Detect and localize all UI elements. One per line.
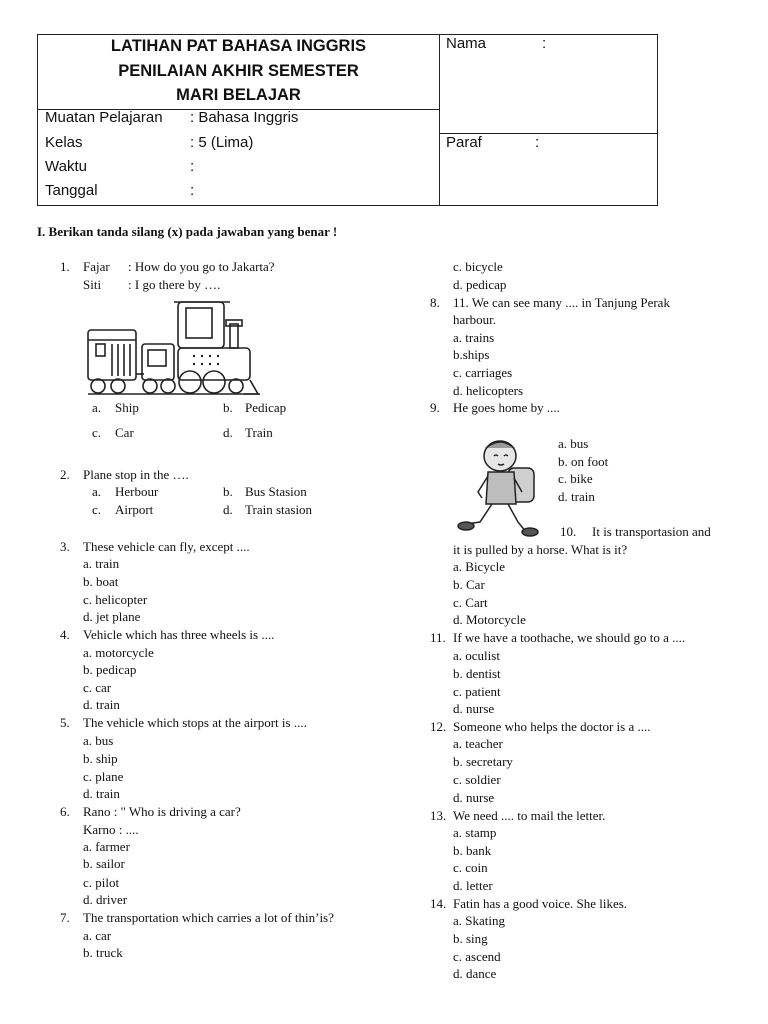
q4-option[interactable]: a. motorcycle bbox=[83, 645, 154, 660]
q12-option[interactable]: c. soldier bbox=[453, 772, 501, 787]
q12-question: Someone who helps the doctor is a .... bbox=[453, 719, 651, 734]
q14-number: 14. bbox=[430, 896, 447, 911]
q4-option[interactable]: b. pedicap bbox=[83, 662, 137, 677]
q11-number: 11. bbox=[430, 630, 446, 645]
q11-option[interactable]: d. nurse bbox=[453, 701, 495, 716]
q13-number: 13. bbox=[430, 808, 447, 823]
q8-question-line-2: harbour. bbox=[453, 312, 496, 327]
q4-number: 4. bbox=[60, 627, 70, 642]
q12-option[interactable]: b. secretary bbox=[453, 754, 513, 769]
q5-number: 5. bbox=[60, 715, 70, 730]
q1-speaker-2: Siti bbox=[83, 277, 102, 292]
q9-number: 9. bbox=[430, 400, 440, 415]
q2-opt-d-text: Train stasion bbox=[245, 502, 313, 517]
title-line-1: LATIHAN PAT BAHASA INGGRIS bbox=[110, 37, 367, 55]
info-value-time: : bbox=[190, 158, 195, 175]
q1-speaker-1: Fajar bbox=[83, 259, 110, 274]
q9-question: He goes home by .... bbox=[453, 400, 560, 415]
q7-option[interactable]: a. car bbox=[83, 928, 112, 943]
nama-label: Nama bbox=[446, 35, 487, 52]
q10-option[interactable]: d. Motorcycle bbox=[453, 612, 526, 627]
info-value-subject: : Bahasa Inggris bbox=[190, 109, 299, 126]
q2-opt-a-text: Herbour bbox=[115, 484, 159, 499]
q6-question-line-2: Karno : .... bbox=[83, 822, 139, 837]
q10-option[interactable]: b. Car bbox=[453, 577, 485, 592]
q1-opt-a-letter[interactable]: a. bbox=[92, 400, 102, 415]
q7-number: 7. bbox=[60, 910, 70, 925]
q3-question: These vehicle can fly, except .... bbox=[83, 539, 250, 554]
q8-question: 11. We can see many .... in Tanjung Perak bbox=[453, 295, 670, 310]
q2-opt-a-letter[interactable]: a. bbox=[92, 484, 102, 499]
q10-option[interactable]: a. Bicycle bbox=[453, 559, 505, 574]
q13-option[interactable]: d. letter bbox=[453, 878, 493, 893]
q11-question: If we have a toothache, we should go to a .... bbox=[453, 630, 686, 645]
q14-option[interactable]: c. ascend bbox=[453, 949, 501, 964]
q6-option[interactable]: a. farmer bbox=[83, 839, 130, 854]
q13-option[interactable]: b. bank bbox=[453, 843, 492, 858]
q12-option[interactable]: d. nurse bbox=[453, 790, 495, 805]
q3-option[interactable]: d. jet plane bbox=[83, 609, 141, 624]
q12-number: 12. bbox=[430, 719, 447, 734]
q2-opt-d-letter[interactable]: d. bbox=[223, 502, 233, 517]
q2-opt-b-letter[interactable]: b. bbox=[223, 484, 233, 499]
q7-option[interactable]: c. bicycle bbox=[453, 259, 503, 274]
q5-question: The vehicle which stops at the airport is .... bbox=[83, 715, 307, 730]
q11-option[interactable]: b. dentist bbox=[453, 666, 501, 681]
q1-line-2: : I go there by …. bbox=[128, 277, 221, 292]
q5-option[interactable]: c. plane bbox=[83, 769, 124, 784]
q4-option[interactable]: d. train bbox=[83, 697, 120, 712]
q8-option[interactable]: c. carriages bbox=[453, 365, 513, 380]
q1-number: 1. bbox=[60, 259, 70, 274]
q13-option[interactable]: a. stamp bbox=[453, 825, 497, 840]
q12-option[interactable]: a. teacher bbox=[453, 736, 503, 751]
q6-option[interactable]: c. pilot bbox=[83, 875, 120, 890]
q13-question: We need .... to mail the letter. bbox=[453, 808, 606, 823]
q1-line-1: : How do you go to Jakarta? bbox=[128, 259, 275, 274]
q2-number: 2. bbox=[60, 467, 70, 482]
q6-option[interactable]: d. driver bbox=[83, 892, 128, 907]
q1-opt-b-text: Pedicap bbox=[245, 400, 287, 415]
q9-option[interactable]: d. train bbox=[558, 489, 595, 504]
q1-opt-c-letter[interactable]: c. bbox=[92, 425, 102, 440]
info-label-class: Kelas bbox=[45, 134, 83, 151]
walking-boy-illustration bbox=[456, 434, 548, 540]
info-label-date: Tanggal bbox=[45, 182, 98, 199]
q9-option[interactable]: c. bike bbox=[558, 471, 593, 486]
q3-option[interactable]: b. boat bbox=[83, 574, 119, 589]
q8-option[interactable]: d. helicopters bbox=[453, 383, 524, 398]
q14-option[interactable]: a. Skating bbox=[453, 913, 505, 928]
instruction: I. Berikan tanda silang (x) pada jawaban yang benar ! bbox=[37, 224, 338, 239]
q5-option[interactable]: a. bus bbox=[83, 733, 114, 748]
q9-option[interactable]: b. on foot bbox=[558, 454, 609, 469]
q13-option[interactable]: c. coin bbox=[453, 860, 488, 875]
info-value-class: : 5 (Lima) bbox=[190, 134, 254, 151]
q5-option[interactable]: d. train bbox=[83, 786, 120, 801]
q8-option[interactable]: a. trains bbox=[453, 330, 495, 345]
nama-colon: : bbox=[542, 35, 547, 52]
q2-question: Plane stop in the …. bbox=[83, 467, 189, 482]
q2-opt-b-text: Bus Stasion bbox=[245, 484, 307, 499]
q10-question-line-2: it is pulled by a horse. What is it? bbox=[453, 542, 628, 557]
q3-option[interactable]: c. helicopter bbox=[83, 592, 148, 607]
header-box bbox=[37, 34, 658, 206]
q10-question: It is transportasion and bbox=[592, 524, 711, 539]
paraf-label: Paraf bbox=[446, 134, 482, 151]
q14-option[interactable]: d. dance bbox=[453, 966, 497, 981]
q1-opt-d-letter[interactable]: d. bbox=[223, 425, 233, 440]
q1-opt-d-text: Train bbox=[245, 425, 273, 440]
q6-number: 6. bbox=[60, 804, 70, 819]
q6-option[interactable]: b. sailor bbox=[83, 856, 125, 871]
info-label-time: Waktu bbox=[45, 158, 87, 175]
q1-opt-a-text: Ship bbox=[115, 400, 139, 415]
q6-question: Rano : " Who is driving a car? bbox=[83, 804, 241, 819]
q1-opt-b-letter[interactable]: b. bbox=[223, 400, 233, 415]
q8-option[interactable]: b.ships bbox=[453, 347, 490, 362]
info-value-date: : bbox=[190, 182, 195, 199]
q10-number: 10. bbox=[560, 524, 577, 539]
q9-option[interactable]: a. bus bbox=[558, 436, 589, 451]
q8-number: 8. bbox=[430, 295, 440, 310]
q14-question: Fatin has a good voice. She likes. bbox=[453, 896, 628, 911]
q10-option[interactable]: c. Cart bbox=[453, 595, 488, 610]
info-label-subject: Muatan Pelajaran bbox=[45, 109, 163, 126]
q1-opt-c-text: Car bbox=[115, 425, 134, 440]
title-line-2: PENILAIAN AKHIR SEMESTER bbox=[118, 62, 359, 80]
q11-option[interactable]: c. patient bbox=[453, 684, 501, 699]
q4-option[interactable]: c. car bbox=[83, 680, 112, 695]
title-line-3: MARI BELAJAR bbox=[176, 86, 301, 104]
q14-option[interactable]: b. sing bbox=[453, 931, 488, 946]
q2-opt-c-letter[interactable]: c. bbox=[92, 502, 102, 517]
q7-question: The transportation which carries a lot of thin’is? bbox=[83, 910, 334, 925]
q3-option[interactable]: a. train bbox=[83, 556, 120, 571]
q7-option[interactable]: b. truck bbox=[83, 945, 123, 960]
paraf-colon: : bbox=[535, 134, 540, 151]
q5-option[interactable]: b. ship bbox=[83, 751, 118, 766]
train-illustration bbox=[84, 294, 264, 400]
q4-question: Vehicle which has three wheels is .... bbox=[83, 627, 275, 642]
q7-option[interactable]: d. pedicap bbox=[453, 277, 507, 292]
q11-option[interactable]: a. oculist bbox=[453, 648, 500, 663]
header-divider-vertical bbox=[439, 35, 440, 206]
q2-opt-c-text: Airport bbox=[115, 502, 154, 517]
q3-number: 3. bbox=[60, 539, 70, 554]
